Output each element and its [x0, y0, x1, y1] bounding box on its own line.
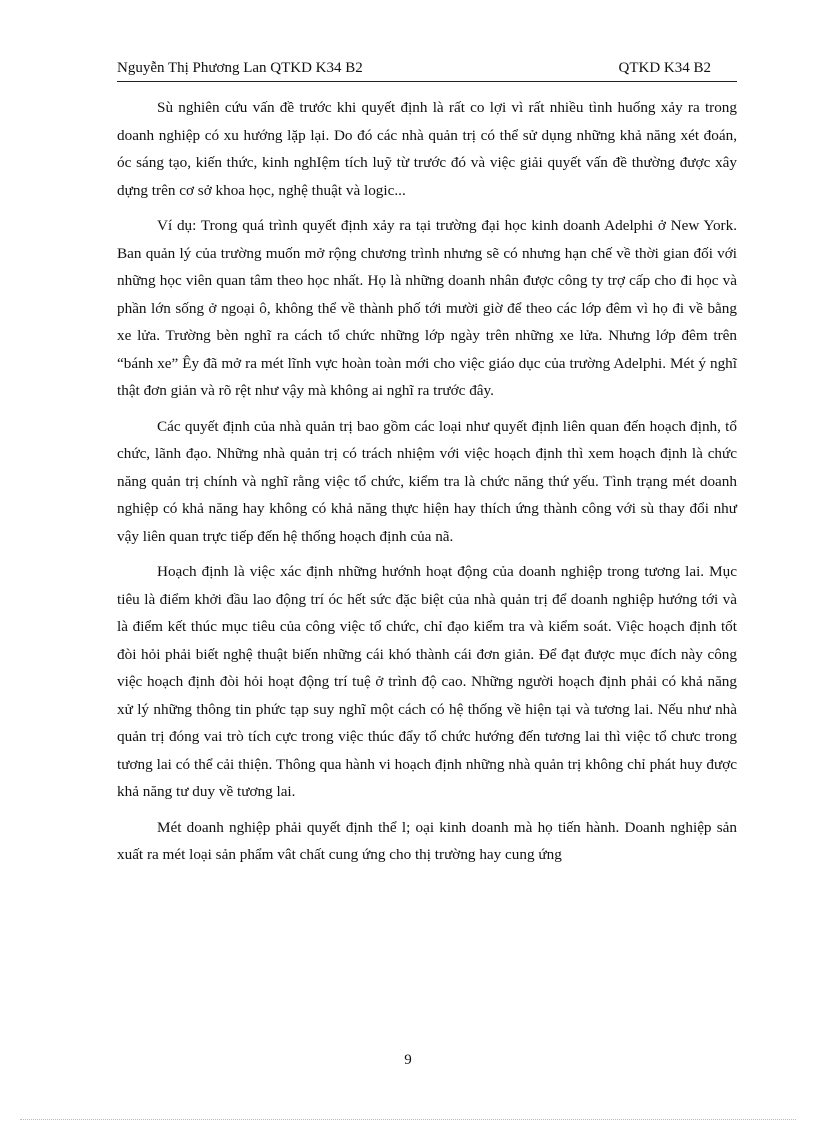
header-author: Nguyễn Thị Phương Lan QTKD K34 B2	[117, 60, 363, 76]
paragraph: Ví dụ: Trong quá trình quyết định xảy ra tại trường đại học kinh doanh Adelphi ở New York. Ban quản lý của trường muốn mở rộng chương trình nhưng sẽ có nhưng hạn chế về thời gian đối với những học viên quan tâm theo học nhất. Họ là những doanh nhân được công ty trợ cấp cho đi học và phần lớn sống ở ngoại ô, không thể về thành phố tới mười giờ để theo các lớp đêm vì họ đi về bằng xe lửa. Trường bèn nghĩ ra cách tổ chức những lớp ngày trên những xe lửa. Nhưng lớp đêm trên “bánh xe” Êy đã mở ra mét lĩnh vực hoàn toàn mới cho việc giáo dục của trường Adelphi. Mét ý nghĩ thật đơn giản và rõ rệt như vậy mà không ai nghĩ ra trước đây.	[117, 217, 737, 399]
page-bottom-divider	[20, 1119, 796, 1120]
paragraph: Sù nghiên cứu vấn đề trước khi quyết định là rất co lợi vì rất nhiều tình huống xảy ra trong doanh nghiệp có xu hướng lặp lại. Do đó các nhà quản trị có thể sử dụng những khả năng xét đoán, óc sáng tạo, kiến thức, kinh nghIệm tích luỹ từ trước đó và việc giải quyết vấn đề thường được xây dựng trên cơ sở khoa học, nghệ thuật và logic...	[117, 99, 737, 199]
paragraph: Hoạch định là việc xác định những hướnh hoạt động của doanh nghiệp trong tương lai. Mục tiêu là điểm khởi đầu lao động trí óc hết sức đặc biệt của nhà quản trị để doanh nghiệp hướng tới và là điểm kết thúc mục tiêu của công việc tổ chức, chỉ đạo kiểm tra và kiểm soát. Việc hoạch định tốt đòi hỏi phải biết nghệ thuật biến những cái khó thành cái đơn giản. Để đạt được mục đích này công việc hoạch định đòi hỏi hoạt động trí tuệ ở trình độ cao. Những người hoạch định phải có khả năng xử lý những thông tin phức tạp suy nghĩ một cách có hệ thống về hiện tại và tương lai. Nếu như nhà quản trị đóng vai trò tích cực trong việc thúc đẩy tổ chức hướng đến tương lai thì việc tổ chưc trong tương lai có thể cải thiện. Thông qua hành vi hoạch định những nhà quản trị không chỉ phát huy được khả năng tư duy về tương lai.	[117, 563, 737, 800]
paragraph: Các quyết định của nhà quản trị bao gồm các loại như quyết định liên quan đến hoạch định, tổ chức, lãnh đạo. Những nhà quản trị có trách nhiệm với việc hoạch định thì xem hoạch định là chức năng quản trị chính và nghĩ rằng việc tổ chức, kiểm tra là chức năng thứ yếu. Tình trạng mét doanh nghiệp có khả năng hay không có khả năng thực hiện hay thích ứng thành công với sù thay đổi như vậy liên quan trực tiếp đến hệ thống hoạch định của nã.	[117, 417, 737, 545]
header-divider	[117, 81, 737, 82]
document-body	[117, 94, 737, 877]
page-number: 9	[404, 1052, 412, 1068]
header-class: QTKD K34 B2	[618, 60, 711, 76]
paragraph: Mét doanh nghiệp phải quyết định thể l; oại kinh doanh mà họ tiến hành. Doanh nghiệp sản xuất ra mét loại sản phẩm vât chất cung ứng cho thị trường hay cung ứng	[117, 818, 737, 863]
